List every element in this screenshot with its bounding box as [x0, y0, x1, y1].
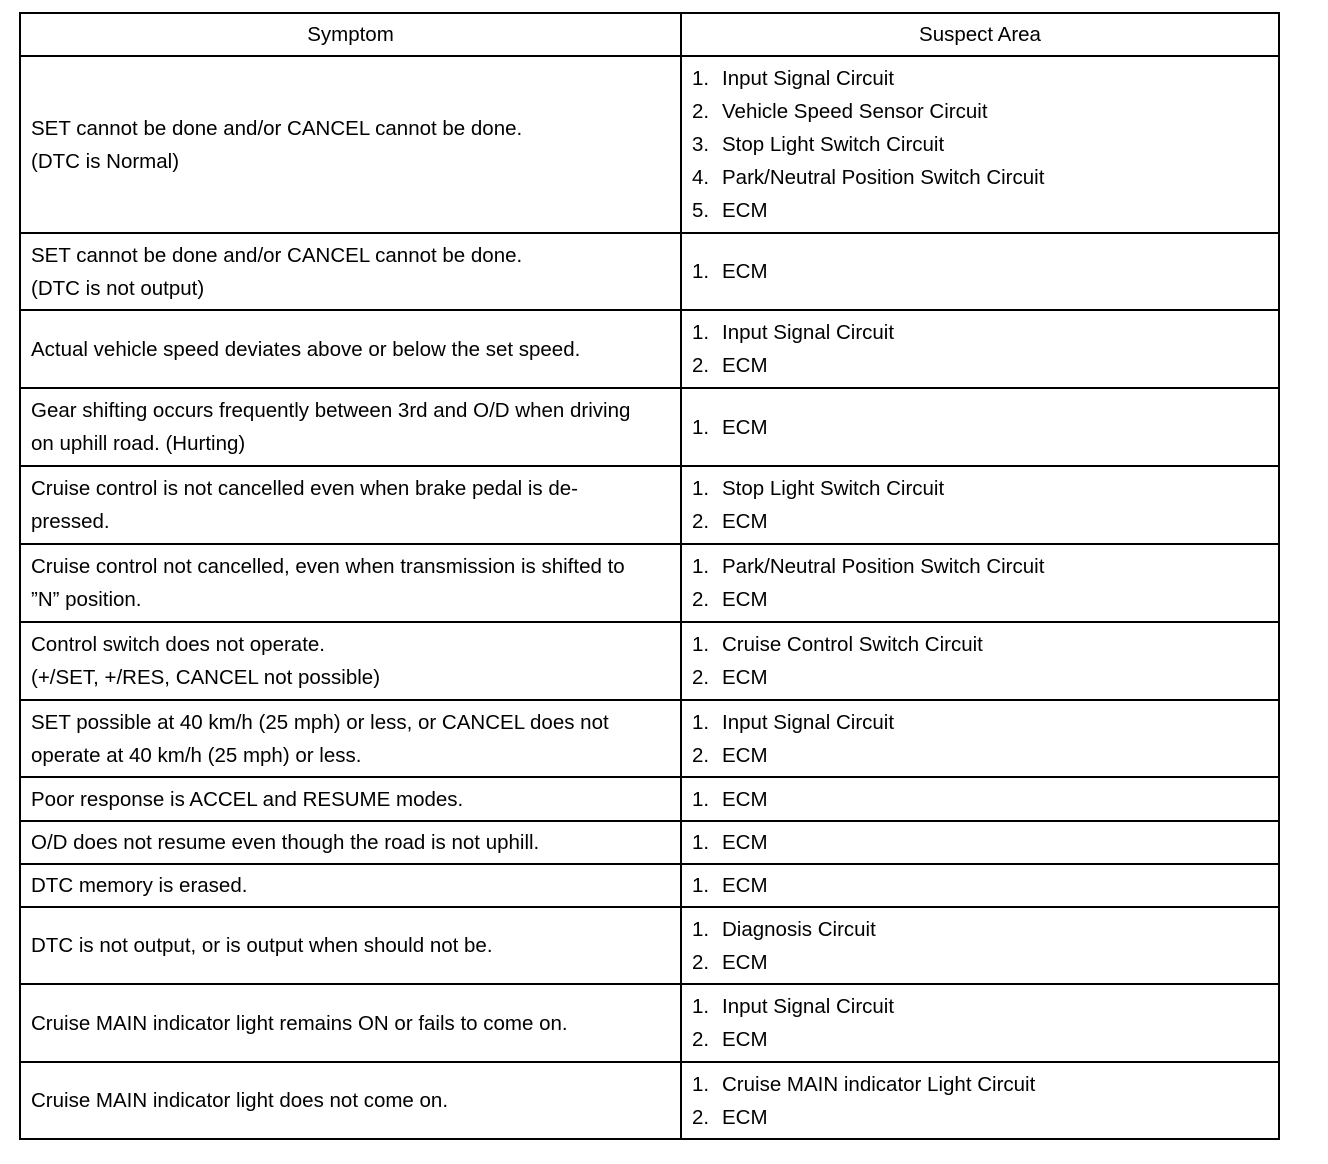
symptom-text-line: ”N” position.: [31, 588, 142, 611]
table-body: [20, 56, 1279, 1139]
symptom-cell: [20, 1062, 681, 1139]
suspect-area-number: 1.: [692, 477, 710, 500]
suspect-area-number: 2.: [692, 588, 710, 611]
suspect-area-text: Diagnosis Circuit: [722, 917, 876, 941]
table-row: [20, 310, 1279, 388]
suspect-area-text: ECM: [722, 666, 768, 689]
suspect-area-text: Vehicle Speed Sensor Circuit: [722, 100, 988, 123]
suspect-area-item: [692, 349, 1268, 382]
suspect-area-number: 2.: [692, 666, 710, 689]
suspect-area-text: ECM: [722, 1105, 768, 1129]
suspect-area-item: [692, 990, 1268, 1023]
suspect-area-item: [692, 161, 1268, 194]
table-row: [20, 1062, 1279, 1139]
symptom-text-line: operate at 40 km/h (25 mph) or less.: [31, 743, 362, 767]
suspect-area-number: 2.: [692, 1105, 710, 1129]
suspect-area-item: [692, 194, 1268, 227]
suspect-area-item: [692, 706, 1268, 739]
suspect-area-cell: [681, 388, 1279, 466]
troubleshooting-table-container: [19, 12, 1278, 1140]
suspect-area-item: [692, 505, 1268, 538]
suspect-area-text: ECM: [722, 415, 768, 439]
symptom-cell: [20, 907, 681, 984]
troubleshooting-table: [19, 12, 1280, 1140]
suspect-area-number: 1.: [692, 1072, 710, 1096]
table-row: [20, 907, 1279, 984]
suspect-area-cell: [681, 233, 1279, 310]
suspect-area-number: 2.: [692, 354, 710, 377]
symptom-text-line: DTC is not output, or is output when should not be.: [31, 934, 493, 957]
suspect-area-number: 2.: [692, 1028, 710, 1051]
table-row: [20, 777, 1279, 821]
symptom-cell: [20, 777, 681, 821]
suspect-area-text: ECM: [722, 787, 768, 811]
suspect-area-item: [692, 316, 1268, 349]
suspect-area-text: ECM: [722, 874, 768, 897]
suspect-area-number: 1.: [692, 917, 710, 941]
suspect-area-item: [692, 826, 1268, 859]
table-row: [20, 864, 1279, 907]
symptom-text-line: Gear shifting occurs frequently between 3rd and O/D when driving: [31, 399, 631, 422]
suspect-area-column-header: Suspect Area: [681, 13, 1279, 56]
suspect-area-cell: [681, 907, 1279, 984]
symptom-text-line: (DTC is not output): [31, 276, 205, 300]
suspect-area-number: 3.: [692, 133, 710, 156]
table-row: [20, 700, 1279, 777]
suspect-area-number: 1.: [692, 874, 710, 897]
symptom-text-line: O/D does not resume even though the road is not uphill.: [31, 831, 540, 854]
suspect-area-cell: [681, 700, 1279, 777]
symptom-text-line: Cruise control is not cancelled even when brake pedal is de-: [31, 477, 578, 500]
suspect-area-number: 1.: [692, 710, 710, 734]
symptom-cell: [20, 466, 681, 544]
suspect-area-number: 1.: [692, 415, 710, 439]
symptom-cell: [20, 388, 681, 466]
table-row: [20, 388, 1279, 466]
suspect-area-item: [692, 1101, 1268, 1134]
suspect-area-text: ECM: [722, 743, 768, 767]
suspect-area-cell: [681, 544, 1279, 622]
suspect-area-text: Input Signal Circuit: [722, 67, 895, 90]
symptom-column-header: Symptom: [20, 13, 681, 56]
suspect-area-item: [692, 661, 1268, 694]
symptom-text-line: DTC memory is erased.: [31, 874, 248, 897]
suspect-area-number: 2.: [692, 100, 710, 123]
suspect-area-text: Cruise MAIN indicator Light Circuit: [722, 1072, 1036, 1096]
suspect-area-text: ECM: [722, 510, 768, 533]
symptom-cell: [20, 821, 681, 864]
symptom-text-line: (+/SET, +/RES, CANCEL not possible): [31, 666, 381, 689]
suspect-area-number: 4.: [692, 166, 710, 189]
suspect-area-number: 1.: [692, 831, 710, 854]
table-row: [20, 984, 1279, 1062]
suspect-area-item: [692, 946, 1268, 979]
table-row: [20, 466, 1279, 544]
suspect-area-text: Input Signal Circuit: [722, 321, 895, 344]
suspect-area-item: [692, 913, 1268, 946]
symptom-cell: [20, 984, 681, 1062]
suspect-area-number: 1.: [692, 633, 710, 656]
suspect-area-item: [692, 128, 1268, 161]
suspect-area-text: ECM: [722, 950, 768, 974]
suspect-area-cell: [681, 821, 1279, 864]
suspect-area-item: [692, 95, 1268, 128]
suspect-area-text: ECM: [722, 831, 768, 854]
table-header-row: [20, 13, 1279, 56]
suspect-area-text: ECM: [722, 588, 768, 611]
symptom-text-line: Poor response is ACCEL and RESUME modes.: [31, 787, 464, 811]
suspect-area-cell: [681, 864, 1279, 907]
suspect-area-number: 2.: [692, 950, 710, 974]
suspect-area-number: 1.: [692, 67, 710, 90]
suspect-area-number: 1.: [692, 321, 710, 344]
suspect-area-item: [692, 472, 1268, 505]
suspect-area-text: ECM: [722, 354, 768, 377]
symptom-cell: [20, 700, 681, 777]
symptom-text-line: SET possible at 40 km/h (25 mph) or less, or CANCEL does not: [31, 710, 609, 734]
suspect-area-item: [692, 739, 1268, 772]
suspect-area-number: 1.: [692, 555, 710, 578]
suspect-area-number: 1.: [692, 260, 710, 283]
suspect-area-text: Input Signal Circuit: [722, 710, 895, 734]
suspect-area-item: [692, 255, 1268, 288]
symptom-text-line: SET cannot be done and/or CANCEL cannot be done.: [31, 116, 523, 140]
suspect-area-item: [692, 783, 1268, 816]
suspect-area-text: ECM: [722, 1028, 768, 1051]
symptom-text-line: pressed.: [31, 510, 110, 533]
symptom-text-line: Actual vehicle speed deviates above or below the set speed.: [31, 337, 581, 361]
symptom-text-line: Cruise MAIN indicator light remains ON or fails to come on.: [31, 1011, 568, 1035]
suspect-area-number: 1.: [692, 787, 710, 811]
symptom-text-line: on uphill road. (Hurting): [31, 432, 246, 455]
symptom-text-line: Control switch does not operate.: [31, 633, 325, 656]
symptom-text-line: Cruise MAIN indicator light does not come on.: [31, 1089, 449, 1112]
suspect-area-text: Cruise Control Switch Circuit: [722, 633, 983, 656]
table-row: [20, 56, 1279, 233]
suspect-area-cell: [681, 56, 1279, 233]
table-row: [20, 821, 1279, 864]
suspect-area-cell: [681, 984, 1279, 1062]
suspect-area-item: [692, 550, 1268, 583]
suspect-area-text: Park/Neutral Position Switch Circuit: [722, 555, 1045, 578]
suspect-area-cell: [681, 466, 1279, 544]
table-row: [20, 622, 1279, 700]
suspect-area-text: ECM: [722, 260, 768, 283]
symptom-text-line: Cruise control not cancelled, even when transmission is shifted to: [31, 555, 625, 578]
suspect-area-item: [692, 869, 1268, 902]
symptom-cell: [20, 864, 681, 907]
suspect-area-text: Input Signal Circuit: [722, 995, 895, 1018]
symptom-cell: [20, 310, 681, 388]
symptom-cell: [20, 56, 681, 233]
symptom-text-line: (DTC is Normal): [31, 149, 180, 173]
suspect-area-cell: [681, 310, 1279, 388]
suspect-area-cell: [681, 1062, 1279, 1139]
table-row: [20, 233, 1279, 310]
suspect-area-text: Stop Light Switch Circuit: [722, 477, 945, 500]
suspect-area-cell: [681, 777, 1279, 821]
suspect-area-cell: [681, 622, 1279, 700]
table-row: [20, 544, 1279, 622]
suspect-area-number: 1.: [692, 995, 710, 1018]
suspect-area-number: 5.: [692, 199, 710, 222]
suspect-area-item: [692, 1068, 1268, 1101]
suspect-area-text: Park/Neutral Position Switch Circuit: [722, 166, 1045, 189]
symptom-cell: [20, 544, 681, 622]
symptom-cell: [20, 233, 681, 310]
suspect-area-item: [692, 1023, 1268, 1056]
suspect-area-item: [692, 411, 1268, 444]
suspect-area-text: ECM: [722, 199, 768, 222]
suspect-area-item: [692, 62, 1268, 95]
symptom-cell: [20, 622, 681, 700]
symptom-text-line: SET cannot be done and/or CANCEL cannot be done.: [31, 243, 523, 267]
suspect-area-item: [692, 628, 1268, 661]
suspect-area-number: 2.: [692, 743, 710, 767]
suspect-area-text: Stop Light Switch Circuit: [722, 133, 945, 156]
suspect-area-item: [692, 583, 1268, 616]
suspect-area-number: 2.: [692, 510, 710, 533]
